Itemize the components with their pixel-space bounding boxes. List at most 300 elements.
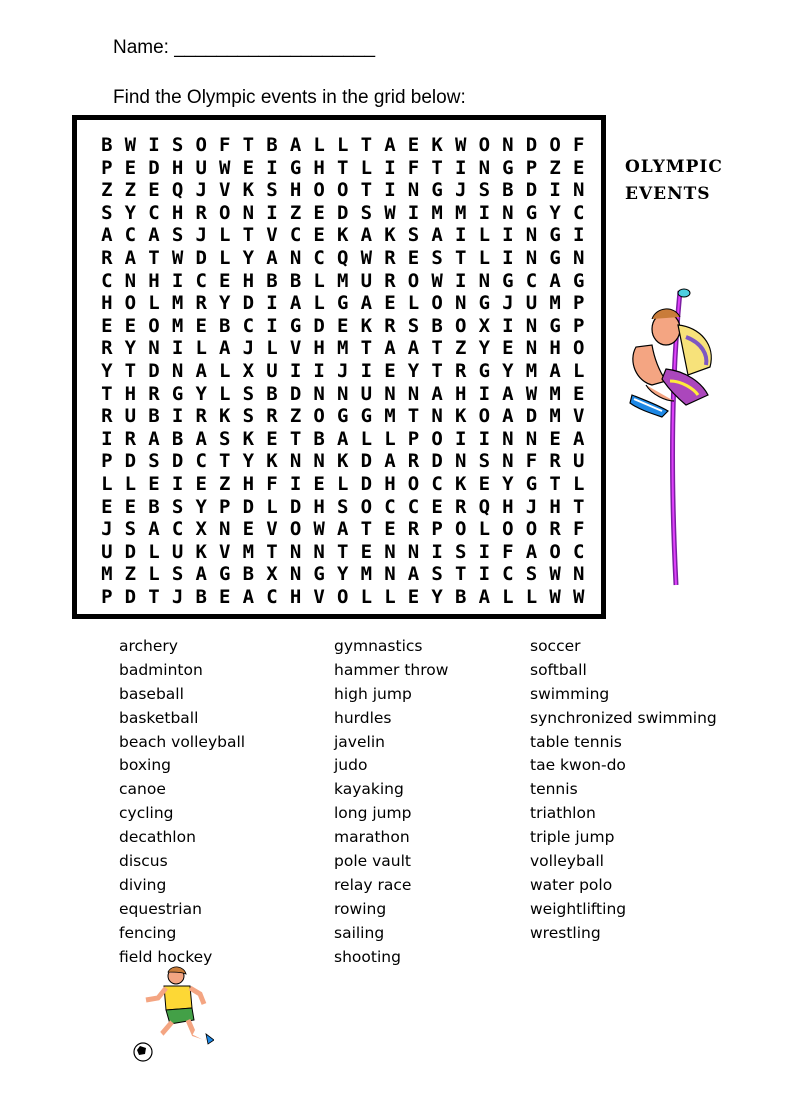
grid-letter: D bbox=[195, 246, 207, 269]
grid-letter: T bbox=[242, 134, 255, 156]
grid-letter: F bbox=[219, 134, 231, 156]
grid-letter: I bbox=[454, 269, 467, 292]
grid-letter: E bbox=[124, 156, 137, 179]
word-list-item: relay race bbox=[334, 875, 412, 894]
grid-letter: S bbox=[101, 201, 113, 224]
grid-letter: I bbox=[478, 201, 491, 224]
grid-letter: F bbox=[525, 450, 538, 473]
word-list-item: fencing bbox=[119, 923, 177, 942]
soccer-player-illustration bbox=[132, 964, 214, 1064]
grid-letter: A bbox=[384, 337, 396, 360]
grid-letter: L bbox=[266, 337, 278, 360]
grid-letter: C bbox=[195, 269, 207, 292]
grid-letter: P bbox=[101, 450, 113, 473]
grid-letter: N bbox=[171, 359, 184, 382]
grid-letter: K bbox=[195, 540, 207, 563]
grid-letter: G bbox=[171, 382, 184, 405]
grid-letter: C bbox=[124, 224, 137, 247]
grid-letter: I bbox=[549, 179, 561, 202]
grid-letter: S bbox=[360, 201, 373, 224]
grid-letter: W bbox=[572, 585, 585, 608]
grid-letter: R bbox=[148, 382, 160, 405]
grid-letter: N bbox=[337, 382, 349, 405]
grid-letter: T bbox=[360, 337, 373, 360]
grid-letter: L bbox=[148, 563, 160, 586]
word-list-item: weightlifting bbox=[530, 899, 627, 918]
grid-letter: S bbox=[242, 405, 255, 428]
grid-letter: A bbox=[148, 427, 160, 450]
grid-letter: J bbox=[525, 495, 538, 518]
grid-letter: E bbox=[313, 472, 325, 495]
grid-letter: R bbox=[124, 427, 137, 450]
grid-letter: L bbox=[219, 382, 231, 405]
grid-letter: O bbox=[195, 134, 207, 156]
grid-letter: P bbox=[101, 585, 113, 608]
grid-letter: I bbox=[454, 224, 467, 247]
grid-letter: N bbox=[407, 382, 420, 405]
grid-letter: R bbox=[549, 518, 561, 541]
grid-letter: I bbox=[478, 563, 491, 586]
grid-letter: L bbox=[219, 359, 231, 382]
grid-letter: M bbox=[431, 201, 443, 224]
word-list-item: basketball bbox=[119, 708, 199, 727]
grid-letter: B bbox=[171, 427, 184, 450]
grid-letter: N bbox=[525, 427, 538, 450]
grid-letter: T bbox=[360, 179, 373, 202]
grid-letter: T bbox=[549, 472, 561, 495]
grid-letter: N bbox=[502, 201, 514, 224]
grid-row bbox=[95, 383, 590, 406]
word-list-item: judo bbox=[334, 756, 368, 775]
grid-letter: C bbox=[502, 563, 514, 586]
word-list-item: tae kwon-do bbox=[530, 756, 626, 775]
grid-letter: S bbox=[407, 224, 420, 247]
grid-letter: K bbox=[337, 224, 349, 247]
grid-letter: G bbox=[337, 405, 349, 428]
grid-letter: G bbox=[549, 224, 561, 247]
grid-letter: J bbox=[242, 337, 255, 360]
grid-letter: T bbox=[148, 585, 160, 608]
grid-letter: N bbox=[289, 450, 302, 473]
grid-letter: E bbox=[502, 337, 514, 360]
grid-letter: C bbox=[101, 269, 113, 292]
grid-letter: A bbox=[360, 224, 373, 247]
grid-letter: Y bbox=[124, 337, 137, 360]
grid-letter: T bbox=[572, 495, 585, 518]
grid-letter: D bbox=[148, 156, 160, 179]
grid-letter: I bbox=[289, 472, 302, 495]
grid-letter: U bbox=[124, 405, 137, 428]
grid-letter: O bbox=[148, 314, 160, 337]
grid-letter: S bbox=[431, 563, 443, 586]
grid-letter: L bbox=[219, 246, 231, 269]
grid-letter: N bbox=[502, 134, 514, 156]
grid-letter: S bbox=[337, 495, 349, 518]
grid-letter: E bbox=[337, 314, 349, 337]
grid-letter: C bbox=[289, 224, 302, 247]
grid-letter: E bbox=[549, 427, 561, 450]
grid-row bbox=[95, 496, 590, 519]
grid-letter: I bbox=[171, 269, 184, 292]
word-list-item: long jump bbox=[334, 804, 412, 823]
grid-letter: I bbox=[313, 359, 325, 382]
grid-letter: M bbox=[454, 201, 467, 224]
grid-letter: I bbox=[384, 179, 396, 202]
grid-letter: S bbox=[454, 540, 467, 563]
grid-letter: E bbox=[219, 585, 231, 608]
grid-letter: Y bbox=[195, 382, 207, 405]
word-list-item: field hockey bbox=[119, 947, 213, 966]
grid-letter: L bbox=[525, 585, 538, 608]
grid-letter: N bbox=[502, 450, 514, 473]
grid-letter: F bbox=[407, 156, 420, 179]
grid-letter: A bbox=[101, 224, 113, 247]
word-list-item: volleyball bbox=[530, 852, 604, 871]
grid-letter: V bbox=[572, 405, 585, 428]
grid-letter: Y bbox=[195, 495, 207, 518]
grid-letter: E bbox=[384, 359, 396, 382]
grid-letter: M bbox=[525, 359, 538, 382]
grid-letter: K bbox=[454, 405, 467, 428]
grid-letter: C bbox=[148, 201, 160, 224]
grid-letter: C bbox=[195, 450, 207, 473]
grid-letter: N bbox=[289, 246, 302, 269]
grid-letter: C bbox=[384, 495, 396, 518]
grid-letter: N bbox=[407, 540, 420, 563]
grid-letter: U bbox=[572, 450, 585, 473]
word-list-item: pole vault bbox=[334, 852, 411, 871]
grid-letter: O bbox=[337, 585, 349, 608]
word-list-item: high jump bbox=[334, 684, 412, 703]
grid-letter: N bbox=[431, 405, 443, 428]
grid-letter: F bbox=[502, 540, 514, 563]
grid-letter: E bbox=[407, 585, 420, 608]
grid-letter: I bbox=[266, 292, 278, 315]
grid-letter: D bbox=[148, 359, 160, 382]
grid-letter: C bbox=[242, 314, 255, 337]
grid-letter: A bbox=[502, 405, 514, 428]
grid-letter: D bbox=[289, 495, 302, 518]
title-line-2: EVENTS bbox=[625, 184, 711, 204]
grid-letter: A bbox=[549, 269, 561, 292]
grid-letter: N bbox=[384, 563, 396, 586]
grid-letter: K bbox=[219, 405, 231, 428]
grid-letter: O bbox=[572, 337, 585, 360]
grid-letter: W bbox=[171, 246, 184, 269]
grid-letter: D bbox=[431, 450, 443, 473]
grid-letter: E bbox=[384, 518, 396, 541]
grid-letter: T bbox=[431, 156, 443, 179]
grid-letter: B bbox=[242, 563, 255, 586]
grid-letter: X bbox=[195, 518, 207, 541]
grid-letter: L bbox=[384, 427, 396, 450]
grid-letter: Y bbox=[337, 563, 349, 586]
grid-letter: J bbox=[337, 359, 349, 382]
grid-letter: N bbox=[289, 563, 302, 586]
grid-letter: B bbox=[454, 585, 467, 608]
grid-letter: N bbox=[313, 382, 325, 405]
grid-letter: U bbox=[195, 156, 207, 179]
grid-letter: N bbox=[572, 563, 585, 586]
grid-letter: B bbox=[266, 134, 278, 156]
grid-letter: T bbox=[431, 337, 443, 360]
grid-letter: Y bbox=[549, 201, 561, 224]
grid-letter: L bbox=[195, 337, 207, 360]
grid-letter: I bbox=[454, 156, 467, 179]
grid-letter: T bbox=[360, 518, 373, 541]
grid-letter: N bbox=[124, 269, 137, 292]
grid-letter: G bbox=[360, 405, 373, 428]
grid-letter: Q bbox=[478, 495, 491, 518]
grid-letter: E bbox=[219, 269, 231, 292]
grid-letter: W bbox=[525, 382, 538, 405]
grid-letter: G bbox=[313, 563, 325, 586]
grid-letter: N bbox=[148, 337, 160, 360]
grid-letter: L bbox=[572, 359, 585, 382]
grid-letter: H bbox=[384, 472, 396, 495]
grid-letter: L bbox=[313, 269, 325, 292]
grid-letter: D bbox=[525, 405, 538, 428]
grid-letter: L bbox=[266, 495, 278, 518]
grid-letter: B bbox=[195, 585, 207, 608]
grid-letter: H bbox=[289, 179, 302, 202]
grid-letter: G bbox=[525, 472, 538, 495]
grid-letter: J bbox=[101, 518, 113, 541]
grid-letter: H bbox=[549, 337, 561, 360]
grid-letter: M bbox=[337, 269, 349, 292]
grid-letter: I bbox=[572, 224, 585, 247]
word-list-item: triathlon bbox=[530, 804, 596, 823]
grid-letter: Z bbox=[454, 337, 467, 360]
grid-letter: J bbox=[454, 179, 467, 202]
grid-letter: R bbox=[195, 405, 207, 428]
pole-vaulter-illustration bbox=[622, 285, 722, 590]
grid-letter: G bbox=[289, 314, 302, 337]
grid-letter: N bbox=[313, 540, 325, 563]
grid-letter: C bbox=[431, 472, 443, 495]
grid-row bbox=[95, 563, 590, 586]
grid-letter: P bbox=[219, 495, 231, 518]
grid-letter: E bbox=[478, 472, 491, 495]
grid-row bbox=[95, 450, 590, 473]
word-list-item: badminton bbox=[119, 660, 203, 679]
grid-row bbox=[95, 518, 590, 541]
grid-letter: A bbox=[337, 427, 349, 450]
grid-letter: G bbox=[219, 563, 231, 586]
grid-letter: A bbox=[407, 337, 420, 360]
grid-letter: M bbox=[171, 292, 184, 315]
grid-letter: Y bbox=[502, 359, 514, 382]
grid-letter: T bbox=[124, 359, 137, 382]
word-list-item: rowing bbox=[334, 899, 387, 918]
grid-letter: W bbox=[549, 563, 561, 586]
grid-letter: Y bbox=[502, 472, 514, 495]
word-list-item: canoe bbox=[119, 780, 166, 799]
grid-letter: T bbox=[407, 405, 420, 428]
grid-letter: Y bbox=[478, 337, 491, 360]
grid-letter: E bbox=[101, 314, 113, 337]
grid-row bbox=[95, 405, 590, 428]
grid-letter: E bbox=[572, 156, 585, 179]
grid-letter: D bbox=[242, 292, 255, 315]
grid-letter: C bbox=[572, 540, 585, 563]
grid-letter: N bbox=[289, 540, 302, 563]
grid-letter: N bbox=[525, 337, 538, 360]
grid-letter: E bbox=[360, 540, 373, 563]
grid-letter: I bbox=[266, 314, 278, 337]
grid-letter: D bbox=[171, 450, 184, 473]
grid-letter: I bbox=[407, 201, 420, 224]
grid-letter: P bbox=[101, 156, 113, 179]
grid-letter: L bbox=[478, 224, 491, 247]
grid-letter: A bbox=[431, 382, 443, 405]
word-list-item: javelin bbox=[334, 732, 385, 751]
grid-letter: E bbox=[572, 382, 585, 405]
grid-row bbox=[95, 473, 590, 496]
grid-letter: U bbox=[101, 540, 113, 563]
grid-row bbox=[95, 292, 590, 315]
grid-letter: V bbox=[266, 224, 278, 247]
grid-letter: R bbox=[195, 201, 207, 224]
grid-letter: P bbox=[431, 518, 443, 541]
grid-letter: O bbox=[337, 179, 349, 202]
grid-letter: A bbox=[124, 246, 137, 269]
grid-letter: I bbox=[148, 134, 160, 156]
grid-letter: E bbox=[124, 314, 137, 337]
grid-letter: N bbox=[384, 540, 396, 563]
grid-letter: L bbox=[407, 292, 420, 315]
grid-letter: G bbox=[502, 269, 514, 292]
grid-letter: O bbox=[549, 134, 561, 156]
grid-letter: P bbox=[525, 156, 538, 179]
grid-row bbox=[95, 315, 590, 338]
grid-letter: D bbox=[337, 201, 349, 224]
grid-letter: A bbox=[195, 427, 207, 450]
grid-letter: Z bbox=[124, 179, 137, 202]
grid-letter: H bbox=[242, 269, 255, 292]
grid-letter: D bbox=[124, 540, 137, 563]
grid-letter: T bbox=[431, 359, 443, 382]
grid-letter: G bbox=[431, 179, 443, 202]
grid-letter: M bbox=[242, 540, 255, 563]
grid-letter: E bbox=[313, 201, 325, 224]
grid-letter: M bbox=[171, 314, 184, 337]
grid-letter: A bbox=[384, 450, 396, 473]
grid-letter: U bbox=[266, 359, 278, 382]
grid-letter: E bbox=[242, 156, 255, 179]
grid-letter: Z bbox=[289, 201, 302, 224]
grid-letter: O bbox=[313, 179, 325, 202]
grid-letter: C bbox=[407, 495, 420, 518]
grid-letter: U bbox=[525, 292, 538, 315]
grid-letter: A bbox=[289, 134, 302, 156]
word-list-item: beach volleyball bbox=[119, 732, 246, 751]
grid-letter: O bbox=[478, 405, 491, 428]
grid-letter: E bbox=[101, 495, 113, 518]
grid-letter: T bbox=[337, 540, 349, 563]
grid-letter: S bbox=[148, 450, 160, 473]
grid-letter: N bbox=[525, 314, 538, 337]
grid-letter: G bbox=[572, 269, 585, 292]
word-list-item: shooting bbox=[334, 947, 401, 966]
grid-letter: A bbox=[195, 359, 207, 382]
grid-letter: G bbox=[525, 201, 538, 224]
grid-letter: T bbox=[337, 156, 349, 179]
grid-letter: D bbox=[360, 472, 373, 495]
grid-letter: A bbox=[148, 518, 160, 541]
grid-letter: E bbox=[124, 495, 137, 518]
grid-letter: K bbox=[384, 224, 396, 247]
grid-letter: L bbox=[478, 246, 491, 269]
word-list-item: hurdles bbox=[334, 708, 392, 727]
grid-letter: S bbox=[266, 179, 278, 202]
grid-letter: O bbox=[431, 292, 443, 315]
grid-letter: K bbox=[242, 179, 255, 202]
grid-letter: H bbox=[549, 495, 561, 518]
grid-letter: N bbox=[384, 382, 396, 405]
grid-letter: S bbox=[525, 563, 538, 586]
grid-letter: N bbox=[572, 179, 585, 202]
grid-letter: V bbox=[289, 337, 302, 360]
grid-letter: Y bbox=[242, 246, 255, 269]
grid-letter: F bbox=[572, 134, 585, 156]
grid-letter: T bbox=[454, 563, 467, 586]
grid-letter: C bbox=[171, 518, 184, 541]
grid-letter: B bbox=[313, 427, 325, 450]
grid-row bbox=[95, 586, 590, 609]
grid-letter: Y bbox=[407, 359, 420, 382]
word-list-item: diving bbox=[119, 875, 167, 894]
grid-row bbox=[95, 179, 590, 202]
grid-letter: Y bbox=[242, 450, 255, 473]
word-list-item: hammer throw bbox=[334, 660, 449, 679]
grid-letter: I bbox=[289, 359, 302, 382]
grid-letter: A bbox=[478, 585, 491, 608]
word-list-item: table tennis bbox=[530, 732, 622, 751]
grid-letter: C bbox=[266, 585, 278, 608]
grid-letter: J bbox=[171, 585, 184, 608]
word-list-item: discus bbox=[119, 852, 168, 871]
grid-letter: V bbox=[219, 179, 231, 202]
grid-letter: S bbox=[171, 224, 184, 247]
word-list-item: baseball bbox=[119, 684, 184, 703]
grid-letter: L bbox=[478, 518, 491, 541]
grid-letter: O bbox=[454, 314, 467, 337]
grid-letter: I bbox=[171, 472, 184, 495]
grid-letter: B bbox=[289, 269, 302, 292]
grid-letter: I bbox=[171, 337, 184, 360]
grid-letter: U bbox=[360, 382, 373, 405]
grid-letter: L bbox=[337, 472, 349, 495]
grid-letter: H bbox=[148, 269, 160, 292]
grid-letter: M bbox=[549, 292, 561, 315]
grid-letter: A bbox=[502, 382, 514, 405]
grid-letter: C bbox=[572, 201, 585, 224]
grid-letter: L bbox=[337, 134, 349, 156]
grid-letter: I bbox=[266, 156, 278, 179]
grid-letter: L bbox=[124, 472, 137, 495]
word-list-item: kayaking bbox=[334, 780, 404, 799]
grid-letter: I bbox=[502, 246, 514, 269]
grid-letter: W bbox=[124, 134, 137, 156]
grid-letter: H bbox=[124, 382, 137, 405]
grid-letter: A bbox=[407, 563, 420, 586]
grid-letter: S bbox=[171, 134, 184, 156]
grid-letter: W bbox=[384, 201, 396, 224]
grid-letter: N bbox=[407, 179, 420, 202]
grid-letter: L bbox=[502, 585, 514, 608]
grid-letter: O bbox=[407, 269, 420, 292]
